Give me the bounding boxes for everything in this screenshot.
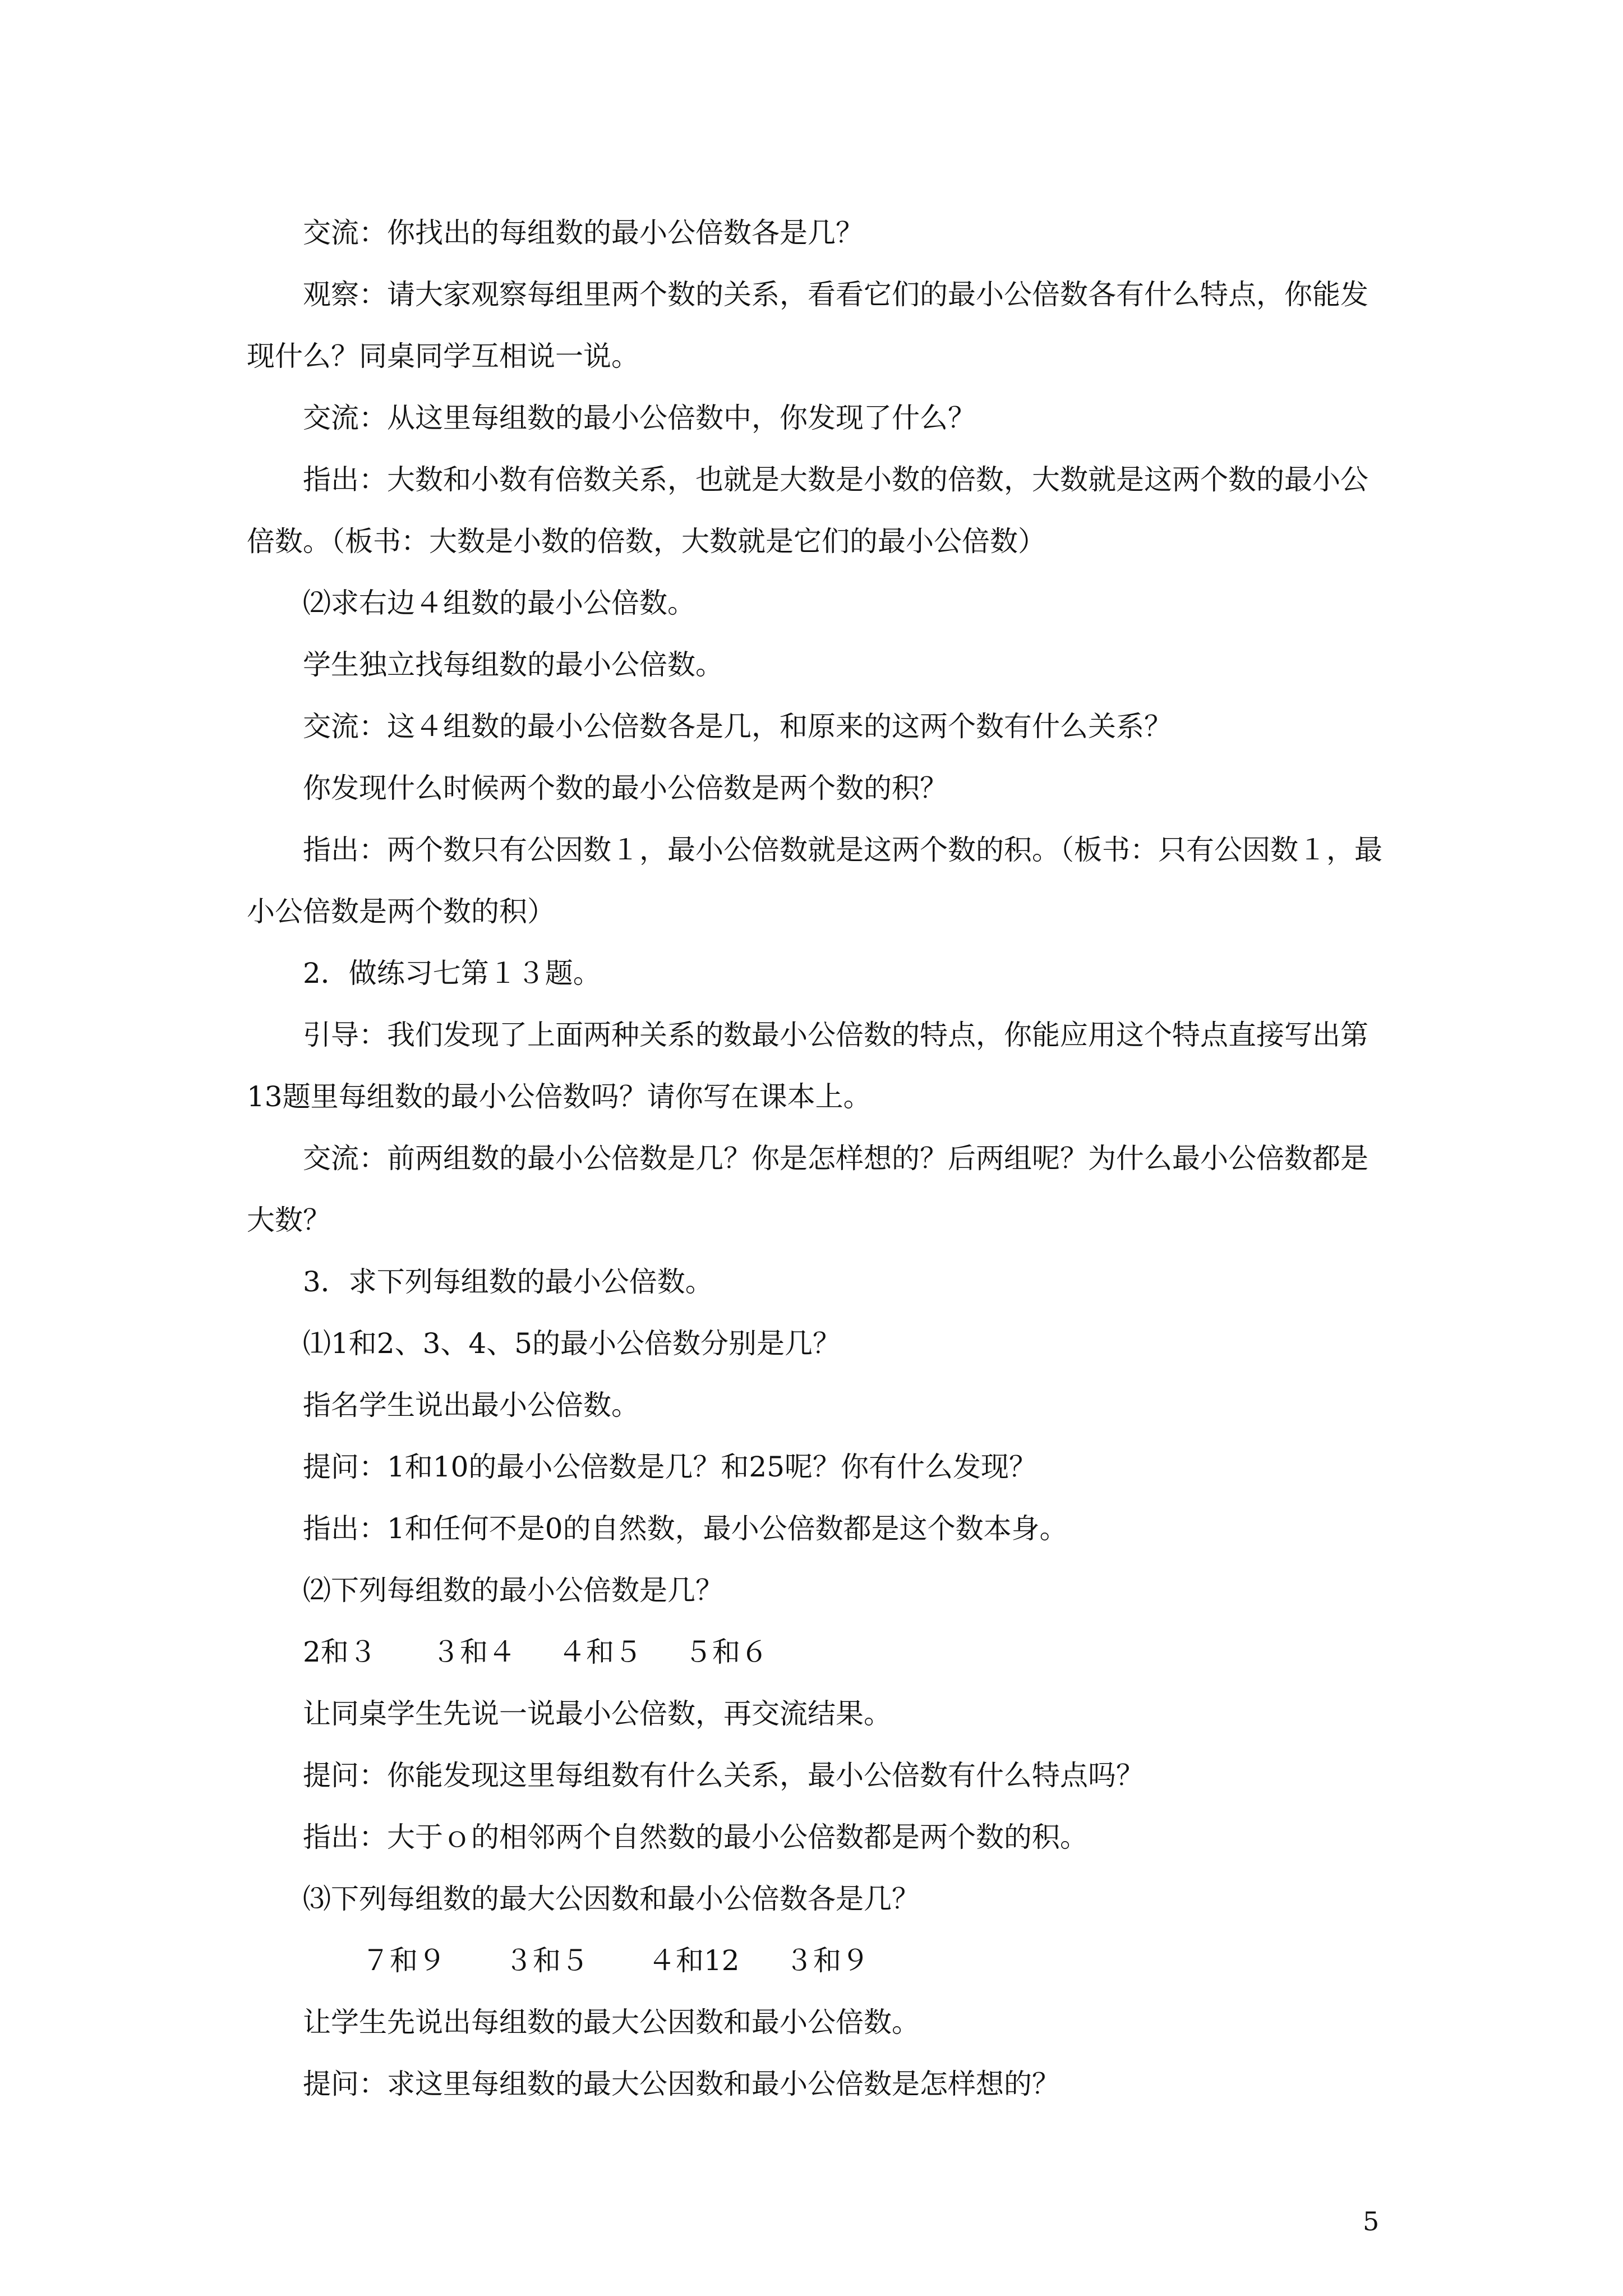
paragraph-line: 现什么？同桌同学互相说一说。 [247, 340, 639, 372]
paragraph-line: ⑵求右边４组数的最小公倍数。 [303, 587, 695, 619]
paragraph-line: 大数？ [247, 1204, 331, 1236]
number-group: ５和６ [684, 1636, 768, 1668]
paragraph-line: 让同桌学生先说一说最小公倍数，再交流结果。 [303, 1697, 892, 1730]
number-groups-row [247, 1930, 1380, 1991]
paragraph-line: ⑵下列每组数的最小公倍数是几？ [303, 1574, 723, 1607]
paragraph-line: 指出：两个数只有公因数１，最小公倍数就是这两个数的积。（板书：只有公因数１，最 [303, 834, 1382, 866]
number-groups-row [247, 1621, 1380, 1683]
paragraph-line: 小公倍数是两个数的积） [247, 895, 555, 928]
paragraph-line: 提问：1和10的最小公倍数是几？和25呢？你有什么发现？ [303, 1451, 1038, 1483]
number-group: ４和５ [558, 1636, 642, 1668]
paragraph-line: 指出：大于ｏ的相邻两个自然数的最小公倍数都是两个数的积。 [303, 1821, 1088, 1853]
number-group: ７和９ [362, 1944, 446, 1977]
paragraph-line: 倍数。（板书：大数是小数的倍数，大数就是它们的最小公倍数） [247, 525, 1046, 558]
page-number: 5 [1363, 2206, 1380, 2237]
paragraph-line: 交流：从这里每组数的最小公倍数中，你发现了什么？ [303, 402, 976, 434]
paragraph-line: 学生独立找每组数的最小公倍数。 [303, 648, 723, 681]
paragraph-line: 观察：请大家观察每组里两个数的关系，看看它们的最小公倍数各有什么特点，你能发 [303, 278, 1368, 311]
number-group: ３和５ [505, 1944, 589, 1977]
paragraph-line: 指出：大数和小数有倍数关系，也就是大数是小数的倍数，大数就是这两个数的最小公 [303, 463, 1368, 496]
paragraph-line: 你发现什么时候两个数的最小公倍数是两个数的积？ [303, 772, 948, 804]
paragraph-line: 提问：你能发现这里每组数有什么关系，最小公倍数有什么特点吗？ [303, 1759, 1144, 1792]
paragraph-line: 交流：前两组数的最小公倍数是几？你是怎样想的？后两组呢？为什么最小公倍数都是 [303, 1142, 1368, 1175]
paragraph-line: 指出：1和任何不是0的自然数，最小公倍数都是这个数本身。 [303, 1512, 1068, 1545]
paragraph-line: 2．做练习七第１３题。 [303, 957, 601, 990]
paragraph-line: ⑴1和2、3、4、5的最小公倍数分别是几？ [303, 1327, 841, 1360]
paragraph-line: 交流：这４组数的最小公倍数各是几，和原来的这两个数有什么关系？ [303, 710, 1172, 743]
number-group: ３和４ [432, 1636, 516, 1668]
paragraph-line: 提问：求这里每组数的最大公因数和最小公倍数是怎样想的？ [303, 2068, 1060, 2100]
paragraph-line: 指名学生说出最小公倍数。 [303, 1389, 639, 1421]
page-body [247, 202, 1380, 2115]
paragraph-line: 交流：你找出的每组数的最小公倍数各是几？ [303, 217, 864, 249]
paragraph-line: ⑶下列每组数的最大公因数和最小公倍数各是几？ [303, 1883, 920, 1915]
paragraph-line: 3．求下列每组数的最小公倍数。 [303, 1266, 713, 1298]
paragraph-line: 引导：我们发现了上面两种关系的数最小公倍数的特点，你能应用这个特点直接写出第 [303, 1019, 1368, 1051]
number-group: ４和12 [648, 1944, 740, 1977]
number-group: ３和９ [785, 1944, 869, 1977]
paragraph-line: 让学生先说出每组数的最大公因数和最小公倍数。 [303, 2006, 920, 2039]
paragraph-line: 13题里每组数的最小公倍数吗？请你写在课本上。 [247, 1080, 872, 1113]
number-group: 2和３ [303, 1636, 377, 1668]
